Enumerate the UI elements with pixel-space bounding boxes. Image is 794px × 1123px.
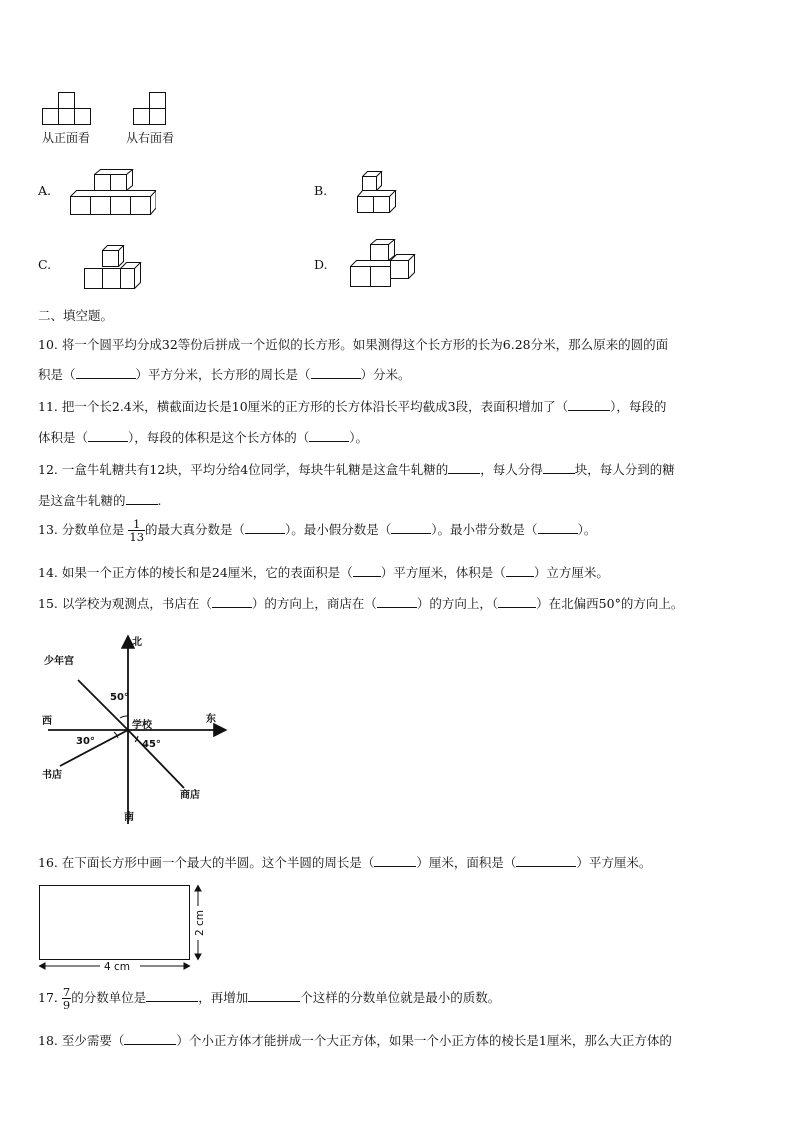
q12-text-2a: 是这盒牛轧糖的 — [38, 493, 126, 508]
q12-blank-2[interactable] — [543, 461, 575, 474]
q11-text-2b: ），每段的体积是这个长方体的（ — [128, 430, 310, 445]
ray-shaoniangong — [78, 680, 128, 730]
q17-fraction-denominator: 9 — [62, 998, 71, 1012]
q18-number: 18. — [38, 1033, 58, 1048]
width-label: 4 cm — [104, 961, 131, 973]
label-angle-45: 45° — [142, 739, 161, 750]
option-b-letter: B. — [314, 183, 328, 198]
q13-blank-3[interactable] — [538, 521, 578, 534]
q12-text-2b: . — [157, 493, 162, 508]
q12-text-1b: ，每人分得 — [480, 462, 543, 477]
q10-line2 — [38, 365, 411, 383]
q14-text-b: ）平方厘米，体积是（ — [380, 565, 506, 580]
q15-number: 15. — [38, 596, 58, 611]
front-view-figure — [42, 90, 92, 126]
q17-number: 17. — [38, 990, 58, 1005]
rectangle-figure — [34, 880, 214, 976]
q11-blank-3[interactable] — [309, 429, 349, 442]
q15-text-a: 以学校为观测点，书店在（ — [61, 596, 212, 611]
q16-blank-2[interactable] — [516, 854, 576, 867]
q14-text-c: ）立方厘米。 — [533, 565, 609, 580]
q10-number: 10. — [38, 337, 58, 352]
front-view-label: 从正面看 — [42, 131, 91, 145]
option-c-letter: C. — [38, 257, 52, 272]
q10-text-2b: ）平方分米，长方形的周长是（ — [135, 367, 311, 382]
option-a-letter: A. — [38, 183, 52, 198]
q17-line — [38, 986, 500, 1011]
q13-text-a: 分数单位是 — [61, 522, 125, 537]
q15-text-d: ）在北偏西50°的方向上。 — [536, 596, 684, 611]
q18-text-a: 至少需要（ — [61, 1033, 125, 1048]
q11-line2 — [38, 428, 368, 446]
q13-fraction — [128, 518, 145, 543]
q14-number: 14. — [38, 565, 58, 580]
label-shudian: 书店 — [42, 770, 62, 781]
q17-fraction-numerator: 7 — [62, 985, 71, 999]
label-shangdian: 商店 — [180, 790, 200, 801]
q14-blank-2[interactable] — [506, 564, 534, 577]
q14-text-a: 如果一个正方体的棱长和是24厘米，它的表面积是（ — [61, 565, 353, 580]
option-d-figure — [346, 238, 418, 290]
q13-line — [38, 518, 596, 543]
q17-blank-1[interactable] — [146, 989, 198, 1002]
q16-number: 16. — [38, 855, 58, 870]
q13-blank-2[interactable] — [391, 521, 431, 534]
q11-blank-1[interactable] — [568, 398, 610, 411]
q13-text-e: ）。 — [577, 522, 597, 537]
option-c-figure — [80, 244, 144, 292]
q18-blank-1[interactable] — [124, 1032, 176, 1045]
label-shaoniangong: 少年宫 — [44, 656, 74, 667]
q13-text-b: 的最大真分数是（ — [145, 522, 246, 537]
q15-blank-1[interactable] — [212, 595, 252, 608]
q13-text-d: ）。最小带分数是（ — [431, 522, 538, 537]
q10-text-2a: 积是（ — [38, 367, 76, 382]
option-d-letter: D. — [314, 257, 328, 272]
height-label: 2 cm — [194, 909, 206, 936]
q15-blank-2[interactable] — [377, 595, 417, 608]
q15-blank-3[interactable] — [498, 595, 536, 608]
q10-blank-1[interactable] — [76, 366, 136, 379]
right-view-figure — [133, 90, 169, 126]
q13-number: 13. — [38, 522, 58, 537]
q16-text-a: 在下面长方形中画一个最大的半圆。这个半圆的周长是（ — [61, 855, 375, 870]
q11-blank-2[interactable] — [88, 429, 128, 442]
q10-text-2c: ）分米。 — [360, 367, 411, 382]
option-a-figure — [66, 168, 156, 218]
q15-text-c: ）的方向上，（ — [416, 596, 499, 611]
label-angle-50: 50° — [110, 692, 129, 703]
q12-text-1a: 一盒牛轧糖共有12块，平均分给4位同学，每块牛轧糖是这盒牛轧糖的 — [61, 462, 449, 477]
q13-fraction-numerator: 1 — [128, 518, 145, 531]
label-angle-30: 30° — [76, 736, 95, 747]
compass-diagram — [38, 630, 238, 830]
q16-line — [38, 853, 651, 871]
q17-text-b: ，再增加 — [198, 990, 249, 1005]
q12-line2 — [38, 491, 162, 509]
label-east: 东 — [206, 714, 216, 725]
q18-line — [38, 1031, 672, 1049]
q11-text-2a: 体积是（ — [38, 430, 89, 445]
label-south: 南 — [124, 812, 134, 823]
q13-blank-1[interactable] — [245, 521, 285, 534]
q11-text-2c: ）。 — [349, 430, 369, 445]
label-west: 西 — [42, 716, 52, 727]
q12-blank-3[interactable] — [126, 492, 158, 505]
q12-number: 12. — [38, 462, 58, 477]
q18-text-b: ）个小正方体才能拼成一个大正方体，如果一个小正方体的棱长是1厘米，那么大正方体的 — [176, 1033, 672, 1048]
q16-blank-1[interactable] — [374, 854, 416, 867]
q17-text-c: 个这样的分数单位就是最小的质数。 — [300, 990, 501, 1005]
q11-text-1a: 把一个长2.4米，横截面边长是10厘米的正方形的长方体沿长平均截成3段，表面积增加了（ — [61, 399, 569, 414]
q12-blank-1[interactable] — [448, 461, 480, 474]
q10-line1 — [38, 335, 668, 353]
q13-text-c: ）。最小假分数是（ — [285, 522, 392, 537]
q13-fraction-denominator: 13 — [129, 530, 145, 544]
q17-blank-2[interactable] — [248, 989, 300, 1002]
q17-fraction — [62, 986, 71, 1011]
q15-line — [38, 594, 683, 612]
q14-line — [38, 563, 609, 581]
q12-line1 — [38, 460, 675, 478]
section-title: 二、填空题。 — [38, 308, 114, 323]
q12-text-1c: 块，每人分到的糖 — [574, 462, 675, 477]
q11-text-1b: ），每段的 — [610, 399, 667, 414]
q11-number: 11. — [38, 399, 58, 414]
q17-text-a: 的分数单位是 — [71, 990, 147, 1005]
right-view-label: 从右面看 — [126, 131, 175, 145]
q10-text-1: 将一个圆平均分成32等份后拼成一个近似的长方形。如果测得这个长方形的长为6.28分米，那么原来的圆的面 — [61, 337, 669, 352]
q16-text-c: ）平方厘米。 — [576, 855, 652, 870]
label-north: 北 — [132, 637, 142, 648]
q10-blank-2[interactable] — [311, 366, 361, 379]
q11-line1 — [38, 397, 666, 415]
option-b-figure — [354, 170, 404, 216]
q16-text-b: ）厘米，面积是（ — [416, 855, 517, 870]
q14-blank-1[interactable] — [353, 564, 381, 577]
label-school: 学校 — [132, 720, 152, 731]
q15-text-b: ）的方向上，商店在（ — [251, 596, 377, 611]
